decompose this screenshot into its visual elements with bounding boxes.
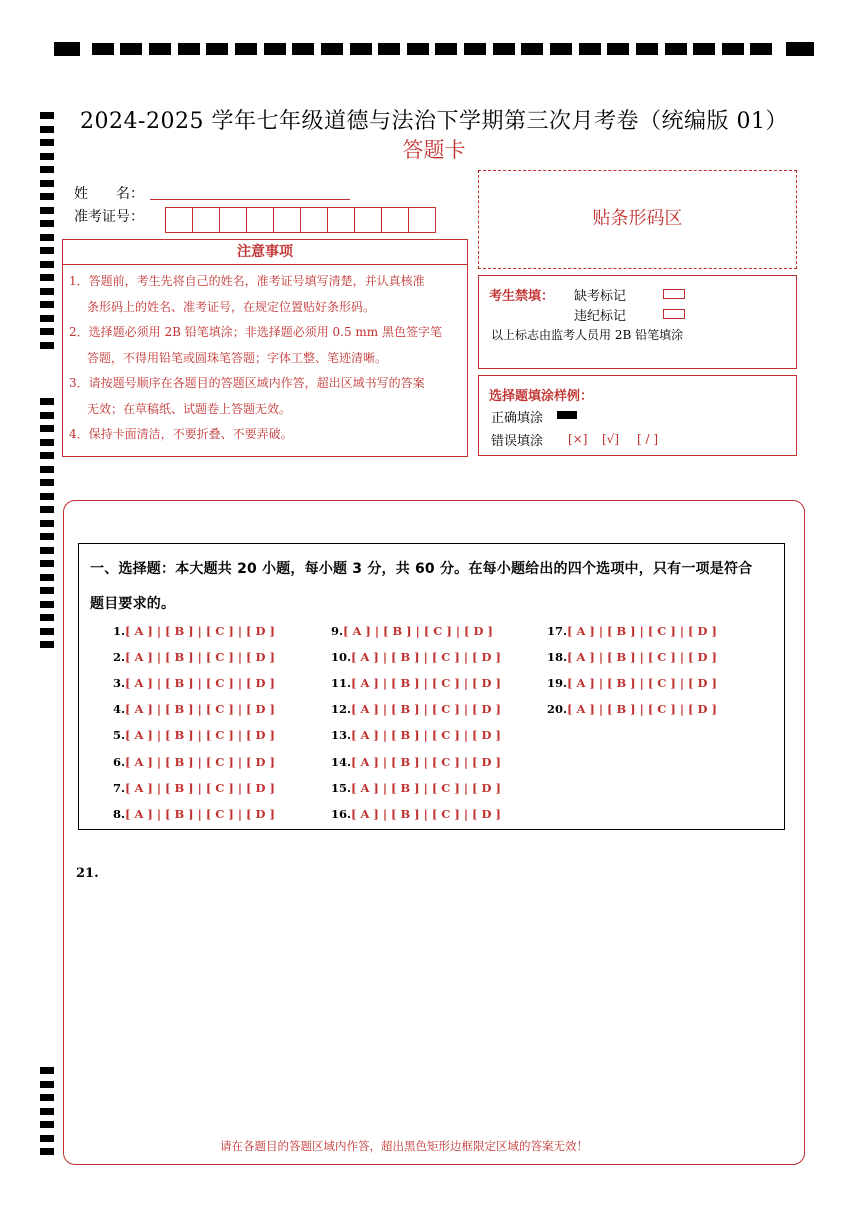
question-21-label: 21.	[76, 866, 99, 881]
timing-mark	[40, 628, 54, 635]
question-15[interactable]	[331, 781, 501, 795]
question-number: 17.	[547, 624, 568, 638]
answer-options[interactable]: [ A ] | [ B ] | [ C ] | [ D ]	[125, 780, 275, 795]
question-18[interactable]	[547, 650, 717, 664]
timing-mark	[350, 43, 372, 55]
timing-mark	[235, 43, 257, 55]
id-digit-box[interactable]	[273, 207, 301, 233]
wrong-fill-label: 错误填涂	[491, 434, 544, 449]
answer-options[interactable]: [ A ] | [ B ] | [ C ] | [ D ]	[125, 650, 275, 665]
answer-options[interactable]: [ A ] | [ B ] | [ C ] | [ D ]	[125, 624, 275, 638]
timing-mark	[178, 43, 200, 55]
id-digit-box[interactable]	[354, 207, 382, 233]
question-number: 7.	[113, 780, 126, 795]
violation-mark-box[interactable]	[663, 309, 685, 319]
name-field[interactable]	[150, 199, 350, 200]
timing-mark	[40, 398, 54, 405]
id-number-boxes[interactable]	[166, 207, 436, 233]
question-number: 10.	[331, 650, 352, 665]
wrong-mark: [×]	[568, 432, 588, 446]
timing-mark	[40, 315, 54, 322]
answer-options[interactable]: [ A ] | [ B ] | [ C ] | [ D ]	[351, 754, 501, 769]
barcode-area: 贴条形码区	[478, 170, 797, 269]
timing-mark	[40, 1067, 54, 1074]
question-3[interactable]	[113, 676, 275, 690]
question-8[interactable]	[113, 807, 275, 821]
question-1[interactable]	[113, 624, 275, 638]
answer-options[interactable]: [ A ] | [ B ] | [ C ] | [ D ]	[351, 780, 501, 795]
notice-item: 1．答题前，考生先将自己的姓名，准考证号填写清楚，并认真核准 条形码上的姓名、准考证号，在规定位置贴好条形码。	[69, 274, 425, 314]
timing-mark	[40, 412, 54, 419]
timing-mark	[493, 43, 515, 55]
answer-options[interactable]: [ A ] | [ B ] | [ C ] | [ D ]	[351, 650, 501, 665]
question-number: 18.	[547, 650, 568, 665]
forbidden-title: 考生禁填：	[489, 289, 555, 304]
timing-mark	[521, 43, 543, 55]
forbidden-note: 以上标志由监考人员用 2B 铅笔填涂	[491, 328, 684, 342]
timing-mark	[40, 641, 54, 648]
id-digit-box[interactable]	[408, 207, 436, 233]
answer-options[interactable]: [ A ] | [ B ] | [ C ] | [ D ]	[343, 624, 493, 638]
question-19[interactable]	[547, 676, 717, 690]
timing-mark	[149, 43, 171, 55]
question-20[interactable]	[547, 702, 717, 716]
timing-mark	[40, 587, 54, 594]
question-10[interactable]	[331, 650, 501, 664]
question-2[interactable]	[113, 650, 275, 664]
absent-mark-box[interactable]	[663, 289, 685, 299]
timing-mark	[40, 452, 54, 459]
violation-mark-label: 违纪标记	[574, 309, 627, 324]
timing-mark	[750, 43, 772, 55]
question-13[interactable]	[331, 728, 501, 742]
timing-mark	[607, 43, 629, 55]
timing-mark	[40, 466, 54, 473]
id-digit-box[interactable]	[246, 207, 274, 233]
id-digit-box[interactable]	[192, 207, 220, 233]
question-number: 3.	[113, 676, 126, 691]
question-11[interactable]	[331, 676, 501, 690]
answer-options[interactable]: [ A ] | [ B ] | [ C ] | [ D ]	[567, 650, 717, 665]
section-heading-cont: 题目要求的。	[90, 596, 176, 612]
timing-mark	[693, 43, 715, 55]
answer-options[interactable]: [ A ] | [ B ] | [ C ] | [ D ]	[351, 702, 501, 717]
question-number: 2.	[113, 650, 126, 665]
timing-mark	[665, 43, 687, 55]
timing-mark	[40, 439, 54, 446]
wrong-mark: [ / ]	[637, 432, 659, 446]
timing-mark	[321, 43, 343, 55]
forbidden-fill-panel	[478, 275, 797, 369]
question-16[interactable]	[331, 807, 501, 821]
timing-mark	[40, 425, 54, 432]
question-number: 11.	[331, 676, 352, 691]
section-heading: 一、选择题：本大题共 20 小题，每小题 3 分，共 60 分。在每小题给出的四个选项中，只有一项是符合	[90, 561, 753, 577]
timing-mark	[40, 274, 54, 281]
question-number: 8.	[113, 806, 126, 821]
question-12[interactable]	[331, 702, 501, 716]
answer-options[interactable]: [ A ] | [ B ] | [ C ] | [ D ]	[351, 728, 501, 743]
answer-options[interactable]: [ A ] | [ B ] | [ C ] | [ D ]	[567, 702, 717, 717]
timing-mark	[92, 43, 114, 55]
id-digit-box[interactable]	[300, 207, 328, 233]
timing-mark	[40, 328, 54, 335]
question-number: 13.	[331, 728, 352, 743]
question-17[interactable]	[547, 624, 717, 638]
timing-mark	[40, 1121, 54, 1128]
question-number: 1.	[113, 624, 126, 638]
question-14[interactable]	[331, 755, 501, 769]
question-7[interactable]	[113, 781, 275, 795]
question-number: 12.	[331, 702, 352, 717]
timing-mark	[292, 43, 314, 55]
timing-mark	[40, 601, 54, 608]
timing-mark	[40, 288, 54, 295]
timing-mark	[40, 574, 54, 581]
timing-mark	[40, 247, 54, 254]
name-label: 姓 名：	[74, 186, 144, 202]
timing-mark	[40, 342, 54, 349]
multiple-choice-section	[78, 543, 785, 830]
question-6[interactable]	[113, 755, 275, 769]
question-number: 15.	[331, 780, 352, 795]
notice-body	[62, 264, 468, 457]
correct-fill-mark	[557, 411, 577, 419]
timing-mark	[40, 614, 54, 621]
timing-mark	[54, 42, 80, 56]
question-4[interactable]	[113, 702, 275, 716]
wrong-mark: [√]	[602, 432, 620, 446]
question-number: 4.	[113, 702, 126, 717]
footer-note: 请在各题目的答题区域内作答，超出黑色矩形边框限定区域的答案无效！	[220, 1139, 588, 1153]
timing-mark	[40, 1108, 54, 1115]
id-digit-box[interactable]	[327, 207, 355, 233]
page-title: 2024-2025 学年七年级道德与法治下学期第三次月考卷（统编版 01）	[80, 109, 788, 134]
notice-item: 2．选择题必须用 2B 铅笔填涂；非选择题必须用 0.5 mm 黑色签字笔 答题，不得用铅笔或圆珠笔答题；字体工整、笔迹清晰。	[69, 325, 443, 365]
timing-mark	[120, 43, 142, 55]
fill-sample-panel	[478, 375, 797, 456]
timing-mark	[206, 43, 228, 55]
sample-title: 选择题填涂样例：	[489, 389, 594, 404]
page-subtitle: 答题卡	[402, 138, 466, 162]
timing-mark	[40, 207, 54, 214]
timing-mark	[40, 261, 54, 268]
timing-mark	[40, 479, 54, 486]
question-number: 5.	[113, 728, 126, 743]
answer-options[interactable]: [ A ] | [ B ] | [ C ] | [ D ]	[567, 676, 717, 691]
timing-mark	[40, 220, 54, 227]
question-number: 16.	[331, 806, 352, 821]
absent-mark-label: 缺考标记	[574, 289, 627, 304]
answer-options[interactable]: [ A ] | [ B ] | [ C ] | [ D ]	[351, 676, 501, 691]
timing-mark	[786, 42, 814, 56]
notice-item: 4．保持卡面清洁，不要折叠、不要弄破。	[69, 427, 293, 441]
timing-mark	[40, 547, 54, 554]
timing-mark	[40, 1094, 54, 1101]
timing-mark	[407, 43, 429, 55]
answer-options[interactable]: [ A ] | [ B ] | [ C ] | [ D ]	[567, 624, 717, 638]
id-digit-box[interactable]	[219, 207, 247, 233]
timing-mark	[40, 533, 54, 540]
timing-mark	[378, 43, 400, 55]
timing-mark	[722, 43, 744, 55]
timing-mark	[40, 234, 54, 241]
timing-mark	[579, 43, 601, 55]
question-number: 14.	[331, 754, 352, 769]
answer-options[interactable]: [ A ] | [ B ] | [ C ] | [ D ]	[125, 676, 275, 691]
timing-mark	[636, 43, 658, 55]
answer-options[interactable]: [ A ] | [ B ] | [ C ] | [ D ]	[125, 754, 275, 769]
timing-mark	[464, 43, 486, 55]
id-digit-box[interactable]	[165, 207, 193, 233]
answer-options[interactable]: [ A ] | [ B ] | [ C ] | [ D ]	[351, 806, 501, 821]
question-9[interactable]	[331, 624, 493, 638]
question-5[interactable]	[113, 728, 275, 742]
timing-mark	[40, 166, 54, 173]
timing-mark	[264, 43, 286, 55]
notice-title: 注意事项	[62, 239, 468, 265]
id-digit-box[interactable]	[381, 207, 409, 233]
answer-options[interactable]: [ A ] | [ B ] | [ C ] | [ D ]	[125, 702, 275, 717]
timing-mark	[40, 493, 54, 500]
timing-mark	[40, 520, 54, 527]
id-label: 准考证号：	[74, 209, 144, 225]
timing-mark	[40, 560, 54, 567]
timing-mark	[40, 301, 54, 308]
answer-options[interactable]: [ A ] | [ B ] | [ C ] | [ D ]	[125, 806, 275, 821]
notice-item: 3．请按题号顺序在各题目的答题区域内作答，超出区域书写的答案 无效；在草稿纸、试题卷上答题无效。	[69, 376, 425, 416]
timing-mark	[435, 43, 457, 55]
question-number: 6.	[113, 754, 126, 769]
answer-options[interactable]: [ A ] | [ B ] | [ C ] | [ D ]	[125, 728, 275, 743]
question-number: 20.	[547, 702, 568, 717]
timing-mark	[40, 193, 54, 200]
question-number: 19.	[547, 676, 568, 691]
timing-mark	[40, 506, 54, 513]
question-number: 9.	[331, 624, 344, 638]
correct-fill-label: 正确填涂	[491, 411, 544, 426]
timing-mark	[40, 1081, 54, 1088]
timing-mark	[550, 43, 572, 55]
timing-mark	[40, 180, 54, 187]
